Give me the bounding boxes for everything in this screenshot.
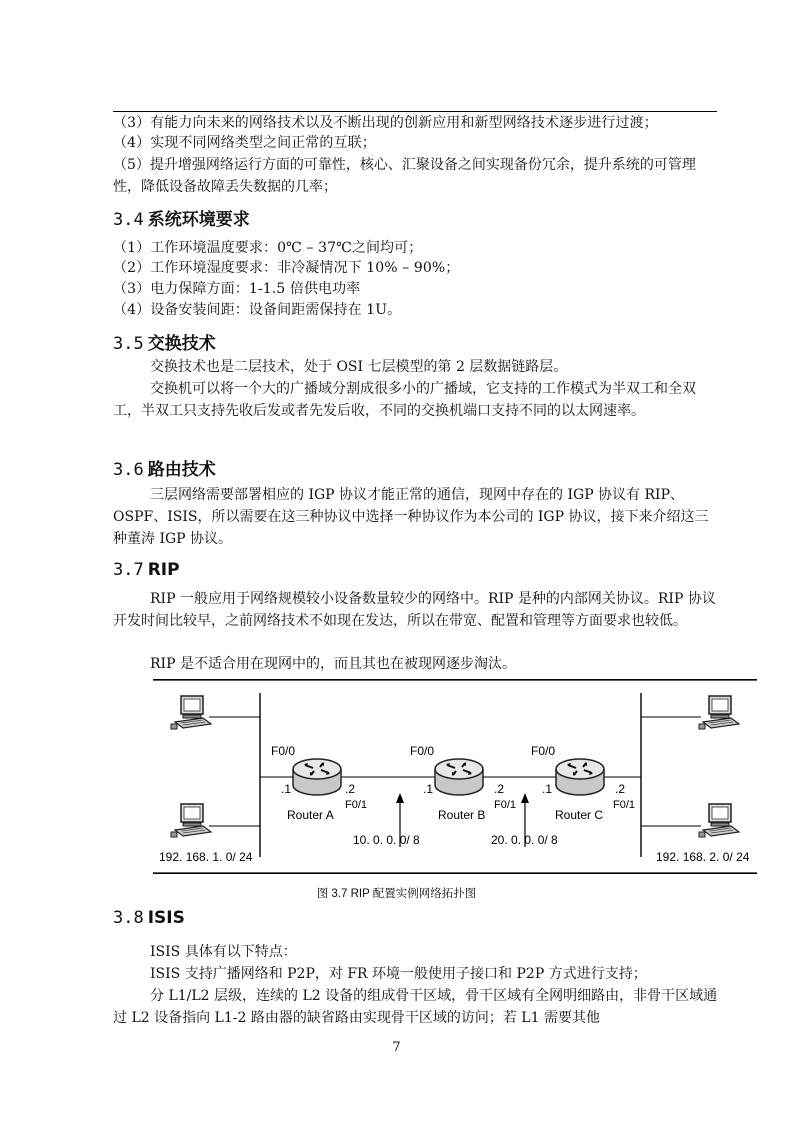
- section-3-5-heading: [113, 329, 216, 354]
- page-number: 7: [392, 1040, 401, 1055]
- ip-suffix-label: .2: [615, 782, 626, 796]
- router-name: Router A: [287, 808, 334, 822]
- figure-caption: 图 3.7 RIP 配置实例网络拓扑图: [316, 888, 477, 900]
- rip-paragraph-1: RIP 一般应用于网络规模较小设备数量较少的网络中。RIP 是种的内部网关协议。RIP 协议开发时间比较早，之前网络技术不如现在发达，所以在带宽、配置和管理等方面要求也较低。: [113, 591, 716, 629]
- section-3-8-heading: [113, 908, 185, 928]
- section-number: 3.4: [113, 210, 144, 230]
- rip-paragraph-2: RIP 是不适合用在现网中的，而且其也在被现网逐步淘汰。: [150, 656, 516, 672]
- router-icon: [556, 759, 604, 795]
- port-label: F0/0: [410, 744, 435, 758]
- isis-paragraph-2: ISIS 支持广播网络和 P2P，对 FR 环境一般使用子接口和 P2P 方式进行支持；: [150, 966, 647, 982]
- section-number: 3.6: [113, 460, 144, 480]
- list-item-4: （4）实现不同网络类型之间正常的互联；: [113, 135, 376, 151]
- section-number: 3.5: [113, 334, 144, 354]
- ip-suffix-label: .1: [281, 782, 292, 796]
- ip-suffix-label: .2: [345, 782, 356, 796]
- router-name: Router B: [438, 808, 486, 822]
- section-title: ISIS: [147, 908, 185, 928]
- router-icon: [435, 759, 483, 795]
- list-item-3: （3）有能力向未来的网络技术以及不断出现的创新应用和新型网络技术逐步进行过渡；: [113, 115, 658, 131]
- ip-suffix-label: .2: [494, 782, 505, 796]
- isis-paragraph-3: 分 L1/L2 层级，连续的 L2 设备的组成骨干区域，骨干区域有全网明细路由，非骨干区域通过 L2 设备指向 L1-2 路由器的缺省路由实现骨干区域的访问；若 L1 需要其他: [113, 988, 718, 1026]
- network-label: 20. 0. 0. 0/ 8: [491, 833, 558, 847]
- port-label: F0/1: [345, 799, 368, 811]
- network-label: 10. 0. 0. 0/ 8: [353, 833, 420, 847]
- env-item-2: （2）工作环境湿度要求：非冷凝情况下 10% – 90%；: [113, 260, 460, 276]
- switching-paragraph-1: 交换技术也是二层技术，处于 OSI 七层模型的第 2 层数据链路层。: [150, 359, 568, 375]
- rip-topology-figure: [153, 679, 757, 874]
- top-rule: [113, 111, 717, 112]
- env-item-1: （1）工作环境温度要求：0℃ – 37℃之间均可；: [113, 240, 423, 256]
- section-title: 路由技术: [147, 460, 216, 480]
- section-3-6-heading: [113, 455, 216, 480]
- network-label: 192. 168. 1. 0/ 24: [159, 850, 253, 864]
- router-name: Router C: [555, 808, 604, 822]
- section-number: 3.8: [113, 908, 144, 928]
- section-title: 交换技术: [147, 334, 216, 354]
- router-icon: [293, 759, 341, 795]
- topology-diagram: [153, 679, 757, 874]
- list-item-5: （5）提升增强网络运行方面的可靠性，核心、汇聚设备之间实现备份冗余，提升系统的可管理性，降低设备故障丢失数据的几率；: [113, 157, 696, 195]
- ip-suffix-label: .1: [542, 782, 553, 796]
- section-title: RIP: [147, 560, 180, 580]
- port-label: F0/0: [271, 744, 296, 758]
- section-3-7-heading: [113, 560, 180, 580]
- ip-suffix-label: .1: [423, 782, 434, 796]
- section-3-4-heading: [113, 205, 250, 230]
- env-item-3: （3）电力保障方面：1-1.5 倍供电功率: [113, 281, 361, 297]
- routing-paragraph: 三层网络需要部署相应的 IGP 协议才能正常的通信，现网中存在的 IGP 协议有 RIP、OSPF、ISIS，所以需要在这三种协议中选择一种协议作为本公司的 IGP 协议，接下来介绍这三种董涛 IGP 协议。: [113, 487, 709, 547]
- switching-paragraph-2: 交换机可以将一个大的广播域分割成很多小的广播域，它支持的工作模式为半双工和全双工，半双工只支持先收后发或者先发后收，不同的交换机端口支持不同的以太网速率。: [113, 381, 696, 419]
- port-label: F0/0: [531, 744, 556, 758]
- env-item-4: （4）设备安装间距：设备间距需保持在 1U。: [113, 302, 402, 318]
- section-number: 3.7: [113, 560, 144, 580]
- network-label: 192. 168. 2. 0/ 24: [656, 850, 750, 864]
- isis-paragraph-1: ISIS 具体有以下特点：: [150, 944, 297, 960]
- port-label: F0/1: [494, 799, 517, 811]
- port-label: F0/1: [613, 799, 636, 811]
- section-title: 系统环境要求: [147, 210, 250, 230]
